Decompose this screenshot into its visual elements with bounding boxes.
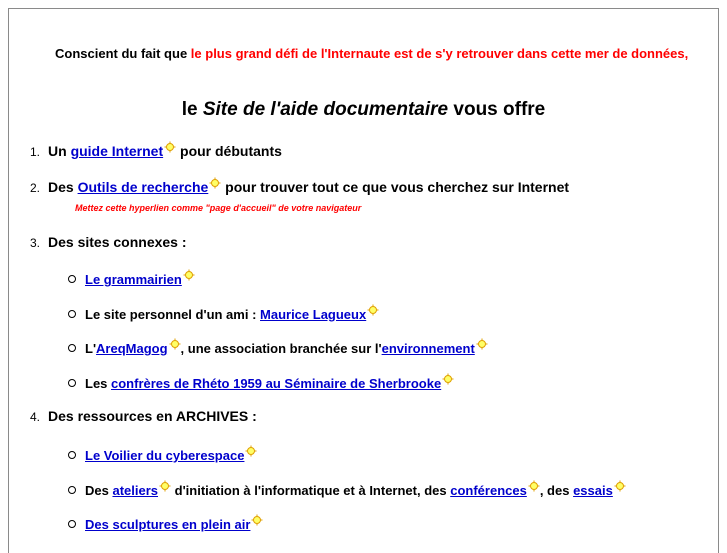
new-sparkle-icon [183,269,195,281]
sub-item-voilier [68,445,257,463]
bullet-circle [68,379,76,387]
item-text: Des [48,179,78,195]
environnement-link[interactable]: environnement [381,341,475,356]
item-heading: Des ressources en ARCHIVES : [48,408,257,424]
intro-black: Conscient du fait que [55,46,191,61]
bullet-circle [68,344,76,352]
grammairien-link[interactable]: Le grammairien [85,272,182,287]
sculptures-link[interactable]: Des sculptures en plein air [85,517,251,532]
outils-recherche-link[interactable]: Outils de recherche [77,179,209,195]
new-sparkle-icon [159,480,171,492]
list-item-guide [30,141,282,159]
sub-item-text: Des [85,483,113,498]
new-sparkle-icon [169,338,181,350]
new-sparkle-icon [528,480,540,492]
bullet-circle [68,520,76,528]
list-item-outils [30,177,569,195]
sub-item-text: , des [539,483,574,498]
sub-item-text: Les [85,376,112,391]
title-before: le [181,99,203,120]
new-sparkle-icon [245,445,257,457]
sub-item-text: L' [85,341,97,356]
sub-item-rheto [68,373,454,391]
guide-internet-link[interactable]: guide Internet [70,143,164,159]
conferences-link[interactable]: conférences [450,483,527,498]
intro-text [55,46,688,61]
intro-red: le plus grand défi de l'Internaute est de s'y retrouver dans cette mer de données, [190,46,689,61]
item-text: pour débutants [176,143,282,159]
list-number: 2. [30,181,41,195]
sub-item-ateliers [68,480,626,498]
bullet-circle [68,486,76,494]
sub-item-grammairien [68,269,195,287]
voilier-cyberespace-link[interactable]: Le Voilier du cyberespace [85,448,245,463]
areqmagog-link[interactable]: AreqMagog [96,341,168,356]
item-heading: Des sites connexes : [48,234,187,250]
ateliers-link[interactable]: ateliers [112,483,159,498]
title-after: vous offre [448,99,546,120]
new-sparkle-icon [164,141,176,153]
new-sparkle-icon [442,373,454,385]
page-title [0,99,727,121]
new-sparkle-icon [614,480,626,492]
new-sparkle-icon [367,304,379,316]
list-number: 1. [30,145,41,159]
bullet-circle [68,310,76,318]
bullet-circle [68,451,76,459]
maurice-lagueux-link[interactable]: Maurice Lagueux [260,307,367,322]
sub-item-sculptures [68,514,263,532]
sub-item-text: Le site personnel d'un ami : [85,307,261,322]
sub-item-text: , une association branchée sur l' [180,341,382,356]
title-site-name: Site de l'aide documentaire [202,99,449,120]
bullet-circle [68,275,76,283]
list-item-archives [30,408,257,424]
new-sparkle-icon [209,177,221,189]
item-text: pour trouver tout ce que vous cherchez sur Internet [221,179,570,195]
new-sparkle-icon [476,338,488,350]
list-number: 4. [30,410,41,424]
sub-item-text: d'initiation à l'informatique et à Internet, des [171,483,451,498]
sub-item-areqmagog [68,338,488,356]
new-sparkle-icon [251,514,263,526]
rheto-1959-link[interactable]: confrères de Rhéto 1959 au Séminaire de Sherbrooke [111,376,442,391]
list-number: 3. [30,236,41,250]
homepage-note: Mettez cette hyperlien comme "page d'accueil" de votre navigateur [75,203,362,213]
sub-item-ami [68,304,379,322]
list-item-connexes [30,234,187,250]
essais-link[interactable]: essais [573,483,613,498]
item-text: Un [48,143,71,159]
